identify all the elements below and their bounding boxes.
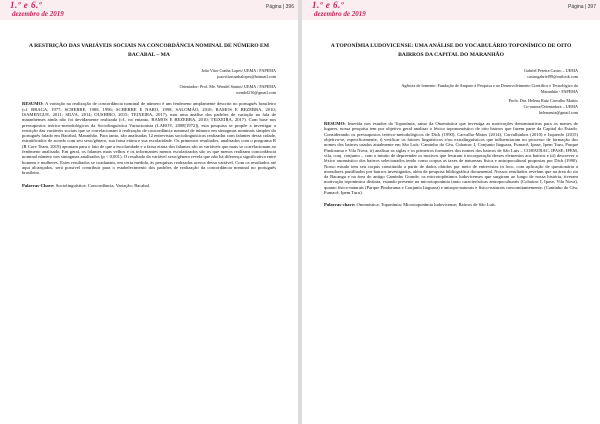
- logo-line-1: 1.º e 6.º: [10, 0, 42, 10]
- author-block: [22, 68, 276, 95]
- header-banner: [0, 0, 298, 20]
- paper-content: [324, 42, 578, 212]
- event-logo: [10, 1, 105, 19]
- funding-agency: Agência de fomento: Fundação de Amparo à Pesquisa e ao Desenvolvimento Científico e Tecnológico do Maranhão - FAPEMA: [401, 83, 578, 94]
- header-banner: [302, 0, 600, 20]
- author-email: joaovitorcunhalopes@hotmail.com: [217, 73, 276, 79]
- paper-title: A TOPONÍMIA LUDOVICENSE: UMA ANÁLISE DO VOCABULÁRIO TOPONÍMICO DE OITO BAIRROS DA CAPITAL DO MARANHÃO: [330, 43, 572, 58]
- abstract-label: RESUMO:: [22, 101, 44, 107]
- keywords-label: Palavras-Chave:: [22, 182, 55, 188]
- paper-title: A RESTRIÇÃO DAS VARIÁVEIS SOCIAIS NA CONCORDÂNCIA NOMINAL DE NÚMERO EM BACABAL – MA: [28, 43, 270, 58]
- advisor-email: wendel210@gmail.com: [235, 89, 276, 95]
- abstract-label: RESUMO:: [324, 121, 346, 127]
- logo-line-1: 1.º e 6.º: [312, 0, 344, 10]
- keywords: [22, 183, 276, 188]
- keywords-text: Sociolinguística; Concordância; Variação; Bacabal.: [55, 182, 151, 188]
- abstract-text: Inserida nos estudos da Toponímia, ramo da Onomástica que investiga as motivações denominativas para os nomes de lugares, nossa pesquisa tem por objetivo geral analisar o léxico toponomástico de oito bairros que fazem parte da Capital do Estado. Considerando os pressupostos teórico-metodológicos de Dick (1990), Carvalho-Matos (2014), Carvalhinhos (2010) e Isquerdo (2015) objetiva-se, especificamente, i) verificar os fatores linguísticos e/ou extralinguísticos que influenciaram no processo de formação dos nomes dos bairros usados atualmente em São Luís: Caminho do Céu, Cohatrac I, Conjunto Itaguara, Fumacê, Ipase, Ipem Turu, Parque Pindorama e Vila Nova; ii) analisar as siglas e os primeiros formantes dos nomes dos bairros de São Luís – COHATRAC, IPASE, IPEM, vila, conj. conjunto – com o intuito de depreender os motivos que levaram à incorporação desses elementos aos bairros e iii) descrever o léxico onomástico dos bairros selecionados tendo como corpus as taxes de naturezas física e antropocultural propostas por Dick (1990). Nosso estudo tem seu corpus constituído a partir de dados obtidos por meio de entrevistas in loco, com aplicação de questionário a moradores partilhados por bairros investigados, além de pesquisa bibliográfica documental. Nossos resultados revelam que na área do rio da Bacanga e na área do antigo Caminho Grande, os microtopônimos ludovicenses que surgiram ao longo de nossa história, tiveram motivação toponímica distinta, estando presente na microtoponímia tanto características antropoculturais (Cohatrac I, Ipase, Vila Nova), quanto físico-naturais (Parque Pindorama e Conjunto Itaguara) e antropo-naturais e físico-naturais concomitantemente, (Caminho do Céu, Fumacê, Ipem Turu).: [324, 121, 578, 196]
- author-email: castrogabriel99@outlook.com: [527, 73, 578, 79]
- page-left: [0, 0, 298, 424]
- page-right: [302, 0, 600, 424]
- logo-line-2: dezembro de 2019: [314, 10, 366, 18]
- abstract-text: A variação na realização de concordância nominal de número é um fenômeno amplamente descrito no português brasileiro (cf. BRAGA, 1977; SCHERRE, 1988, 1996; SCHERRE E NARO, 1998; SALOMÃO, 2010; RAMOS E BEZERRA, 2010; ISAMENGUE, 2011; SILVA, 2014; OUSHIRO, 2015; TEIXEIRA, 2017), mas uma análise dos padrões de variação na fala de maranhenses ainda não foi devidamente realizada (cf., no entanto, RAMOS E BEZERRA, 2010; TEIXEIRA, 2017). Com base nos pressupostos teórico-metodológicos da Sociolinguística Variacionista (LABOV, 2008[1972]), esta pesquisa se propõe a investigar a restrição das variáveis sociais que se correlacionam à realização de concordância nominal de número em sintagmas nominais simples do português falado em Bacabal, Maranhão. Para tanto, são analisadas 12 entrevistas sociolinguísticas realizadas com falantes dessa cidade, estratificados de acordo com seu sexo/gênero, sua faixa etária e sua escolaridade. Os primeiros resultados, analisados com o programa R (R Core Team, 2019) apontam para o fato de que a escolaridade e a faixa etária dos falantes são as variáveis que mais se correlacionam ao fenômeno analisado. Em geral, os falantes mais velhos e os informantes menos escolarizados são os que menos realizam concordância nominal número nos sintagmas analisados (p < 0,001). O resultado da variável sexo/gênero revela que não há diferença significativa entre homens e mulheres. Estes resultados se coadunam, em certa medida, às pesquisas realizadas acerca dessa variável. Com os resultados até aqui alcançados, será possível contribuir para o estabelecimento dos padrões de realização da concordância nominal no português brasileiro.: [22, 101, 276, 176]
- advisor-name: Orientador: Prof. Me. Wendel Santos/ UEMA / FAPEMA: [179, 84, 276, 90]
- page-number: Página | 396: [266, 4, 294, 10]
- keywords-label: Palavras-chave:: [324, 202, 356, 208]
- author-name: Gabriel Pereira Castro – UEMA: [524, 68, 578, 73]
- abstract: [324, 121, 578, 195]
- keywords-text: Onomástica; Toponímia; Microtoponímia ludovicense; Bairros de São Luís.: [356, 202, 496, 208]
- advisor-name: Profa. Dra. Helena Ruiz Carvalho Mattos: [508, 98, 578, 104]
- abstract: [22, 101, 276, 175]
- keywords: [324, 202, 578, 207]
- logo-line-2: dezembro de 2019: [12, 10, 64, 18]
- paper-content: [22, 42, 276, 192]
- advisor-email: helenaruiz@gmail.com: [538, 109, 578, 115]
- author-name: João Vitor Cunha Lopes/ UEMA / FAPEMA: [201, 68, 276, 73]
- event-logo: [312, 1, 407, 19]
- page-number: Página | 397: [568, 4, 596, 10]
- author-block: [324, 68, 578, 115]
- advisor-role: Co-autora/Orientadora – UEMA: [523, 103, 578, 109]
